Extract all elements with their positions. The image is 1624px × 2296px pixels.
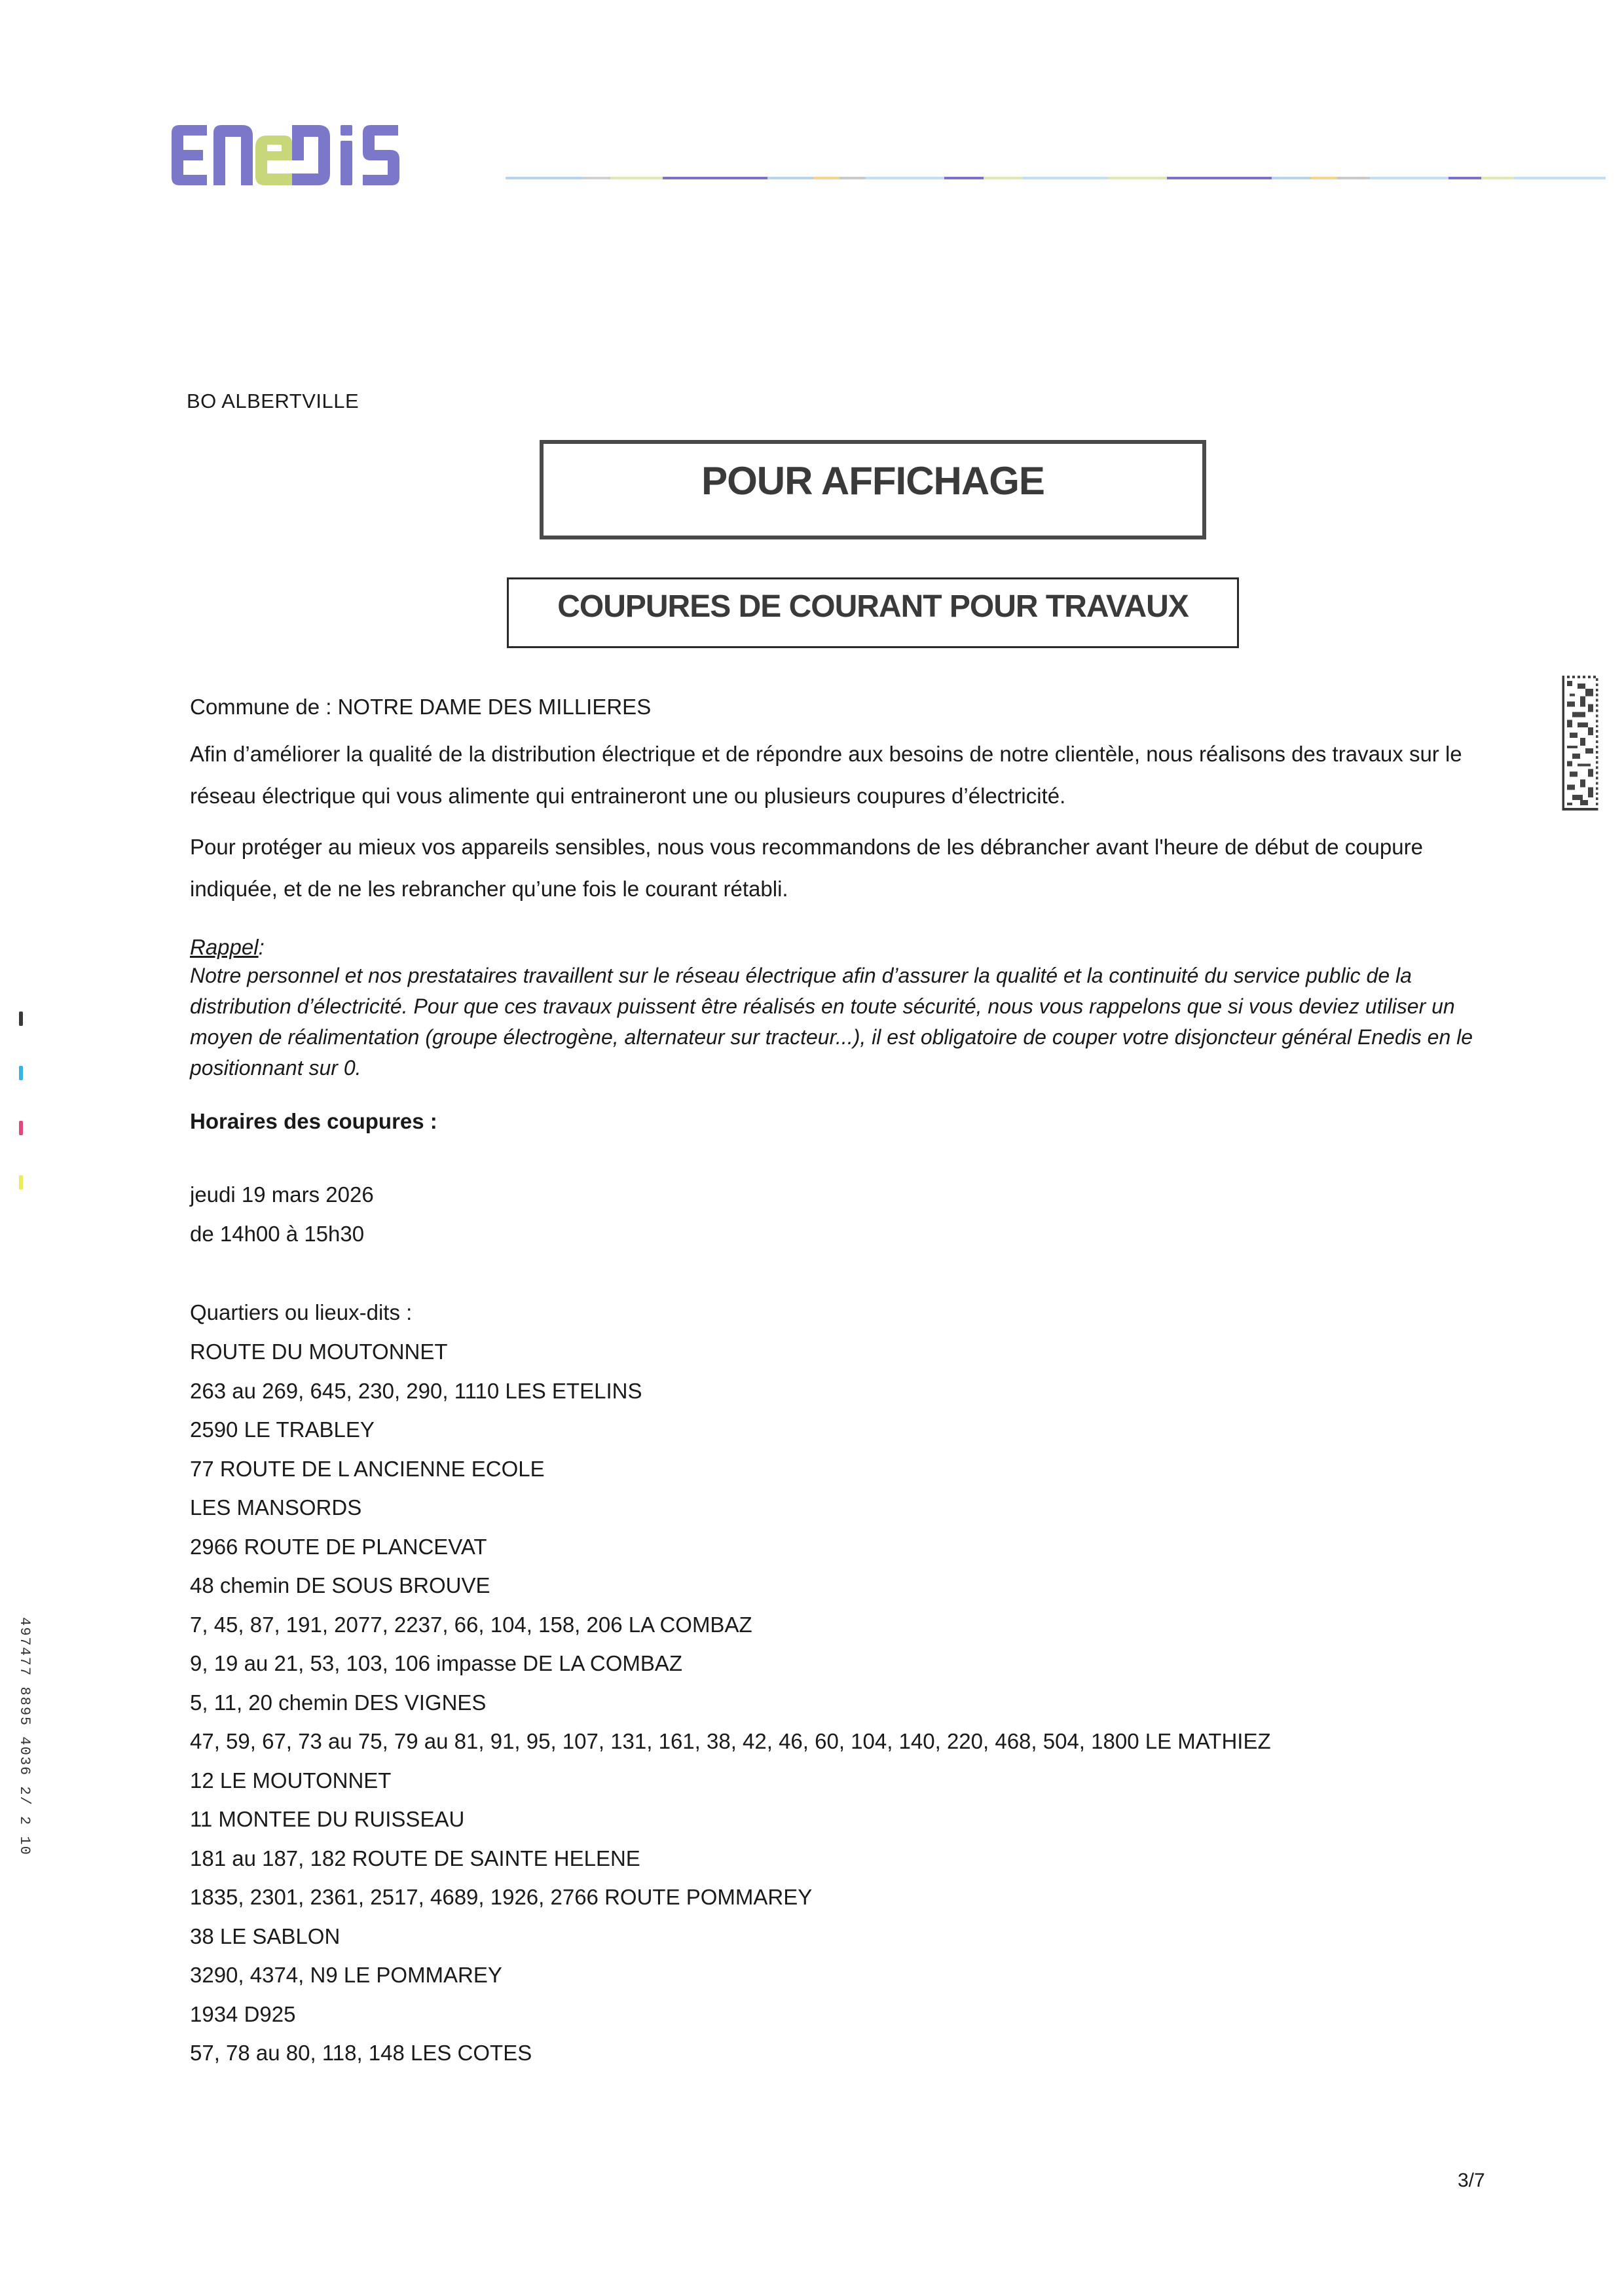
list-item: 48 chemin DE SOUS BROUVE (190, 1573, 490, 1597)
list-item: 77 ROUTE DE L ANCIENNE ECOLE (190, 1456, 545, 1481)
rappel-colon: : (258, 935, 265, 959)
recommendation-paragraph: Pour protéger au mieux vos appareils sensibles, nous vous recommandons de les débrancher avant l'heure de début de coupure indiquée, et de ne les rebrancher qu’une fois le courant rétabli. (190, 835, 1423, 901)
rappel-label: Rappel (190, 935, 259, 959)
list-item: 263 au 269, 645, 230, 290, 1110 LES ETELINS (190, 1378, 642, 1403)
list-item: 3290, 4374, N9 LE POMMAREY (190, 1963, 502, 1987)
print-mark-yellow (19, 1175, 23, 1190)
list-item: 12 LE MOUTONNET (190, 1768, 392, 1793)
schedule-heading: Horaires des coupures : (190, 1109, 437, 1133)
sender-office: BO ALBERTVILLE (187, 390, 360, 412)
list-item: 57, 78 au 80, 118, 148 LES COTES (190, 2041, 532, 2065)
list-item: ROUTE DU MOUTONNET (190, 1339, 448, 1364)
print-mark-magenta (19, 1121, 23, 1135)
vertical-tracking-code (13, 1617, 33, 1892)
enedis-logo-icon (169, 121, 483, 190)
list-item: 7, 45, 87, 191, 2077, 2237, 66, 104, 158, 206 LA COMBAZ (190, 1612, 752, 1637)
list-item: 5, 11, 20 chemin DES VIGNES (190, 1690, 487, 1715)
list-item: 38 LE SABLON (190, 1923, 341, 1948)
print-mark-black (19, 1011, 23, 1026)
header-decorative-line (506, 172, 1606, 175)
print-mark-cyan (19, 1066, 23, 1080)
page-number: 3/7 (1458, 2170, 1485, 2191)
list-item: 9, 19 au 21, 53, 103, 106 impasse DE LA COMBAZ (190, 1651, 683, 1675)
notice-title: POUR AFFICHAGE (701, 459, 1044, 503)
list-item: 11 MONTEE DU RUISSEAU (190, 1807, 465, 1831)
notice-subtitle: COUPURES DE COURANT POUR TRAVAUX (557, 589, 1189, 624)
notice-title-box (540, 440, 1206, 539)
list-item: 181 au 187, 182 ROUTE DE SAINTE HELENE (190, 1846, 640, 1870)
list-item: 1934 D925 (190, 2001, 296, 2026)
rappel-paragraph: Notre personnel et nos prestataires travaillent sur le réseau électrique afin d’assurer la qualité et la continuité du service public de la distribution d’électricité. Pour que ces travaux puissent être réalisés en toute sécurité, nous vous rappelons que si vous deviez utiliser un moyen de réalimentation (groupe électrogène, alternateur sur tracteur...), il est obligatoire de couper votre disjoncteur général Enedis en le positionnant sur 0. (190, 964, 1473, 1080)
list-item: 2590 LE TRABLEY (190, 1417, 375, 1442)
tracking-code-text: 497477 8895 4036 2/ 2 10 (16, 1617, 33, 1856)
enedis-logo (169, 121, 483, 190)
datamatrix-code-icon (1562, 676, 1598, 811)
list-item: LES MANSORDS (190, 1495, 362, 1520)
list-item: 1835, 2301, 2361, 2517, 4689, 1926, 2766 ROUTE POMMAREY (190, 1885, 813, 1909)
affected-areas-list (190, 1332, 1506, 2073)
list-item: 2966 ROUTE DE PLANCEVAT (190, 1534, 487, 1559)
notice-subtitle-box (507, 577, 1239, 648)
rappel-heading (190, 933, 1506, 962)
outage-date: jeudi 19 mars 2026 (190, 1182, 374, 1207)
outage-time-range: de 14h00 à 15h30 (190, 1222, 365, 1246)
areas-label: Quartiers ou lieux-dits : (190, 1300, 413, 1324)
list-item: 47, 59, 67, 73 au 75, 79 au 81, 91, 95, 107, 131, 161, 38, 42, 46, 60, 104, 140, 220, 468, 504, 1800 LE MATHIEZ (190, 1729, 1271, 1753)
commune-line: Commune de : NOTRE DAME DES MILLIERES (190, 695, 652, 719)
intro-paragraph: Afin d’améliorer la qualité de la distribution électrique et de répondre aux besoins de notre clientèle, nous réalisons des travaux sur le réseau électrique qui vous alimente qui entraineront une ou plusieurs coupures d’électricité. (190, 742, 1462, 808)
